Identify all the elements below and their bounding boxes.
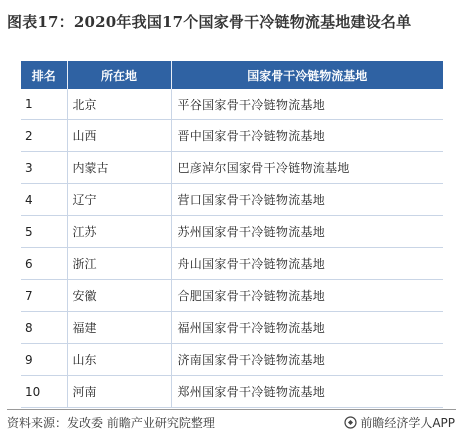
table-header-row: [21, 61, 443, 89]
rank-cell: 9: [21, 344, 67, 376]
location-cell: 江苏: [67, 216, 171, 248]
base-cell: 郑州国家骨干冷链物流基地: [171, 376, 443, 408]
chart-title: 图表17：2020年我国17个国家骨干冷链物流基地建设名单: [7, 13, 412, 31]
footer-divider: [7, 409, 456, 410]
location-cell: 福建: [67, 312, 171, 344]
base-cell: 舟山国家骨干冷链物流基地: [171, 248, 443, 280]
table-row: [21, 120, 443, 152]
table-row: [21, 344, 443, 376]
table-row: [21, 184, 443, 216]
base-cell: 济南国家骨干冷链物流基地: [171, 344, 443, 376]
location-cell: 安徽: [67, 280, 171, 312]
header-rank: 排名: [21, 61, 67, 89]
location-cell: 北京: [67, 89, 171, 120]
rank-cell: 7: [21, 280, 67, 312]
table-row: [21, 89, 443, 120]
rank-cell: 6: [21, 248, 67, 280]
rank-cell: 3: [21, 152, 67, 184]
location-cell: 辽宁: [67, 184, 171, 216]
brand-credit: [344, 414, 455, 431]
location-cell: 浙江: [67, 248, 171, 280]
header-base: 国家骨干冷链物流基地: [171, 61, 443, 89]
rank-cell: 10: [21, 376, 67, 408]
table-row: [21, 248, 443, 280]
base-cell: 晋中国家骨干冷链物流基地: [171, 120, 443, 152]
table-row: [21, 280, 443, 312]
header-location: 所在地: [67, 61, 171, 89]
rank-cell: 4: [21, 184, 67, 216]
rank-cell: 1: [21, 89, 67, 120]
base-cell: 巴彦淖尔国家骨干冷链物流基地: [171, 152, 443, 184]
location-cell: 山东: [67, 344, 171, 376]
rank-cell: 8: [21, 312, 67, 344]
brand-text: 前瞻经济学人APP: [360, 416, 455, 430]
base-cell: 福州国家骨干冷链物流基地: [171, 312, 443, 344]
qianzhan-logo-icon: [344, 416, 357, 429]
rank-cell: 5: [21, 216, 67, 248]
base-list-table: [21, 61, 443, 408]
location-cell: 河南: [67, 376, 171, 408]
table-row: [21, 312, 443, 344]
location-cell: 内蒙古: [67, 152, 171, 184]
base-cell: 营口国家骨干冷链物流基地: [171, 184, 443, 216]
source-note: 资料来源：发改委 前瞻产业研究院整理: [7, 416, 215, 430]
location-cell: 山西: [67, 120, 171, 152]
base-cell: 苏州国家骨干冷链物流基地: [171, 216, 443, 248]
base-cell: 合肥国家骨干冷链物流基地: [171, 280, 443, 312]
rank-cell: 2: [21, 120, 67, 152]
table-row: [21, 376, 443, 408]
table-row: [21, 152, 443, 184]
table-row: [21, 216, 443, 248]
base-cell: 平谷国家骨干冷链物流基地: [171, 89, 443, 120]
